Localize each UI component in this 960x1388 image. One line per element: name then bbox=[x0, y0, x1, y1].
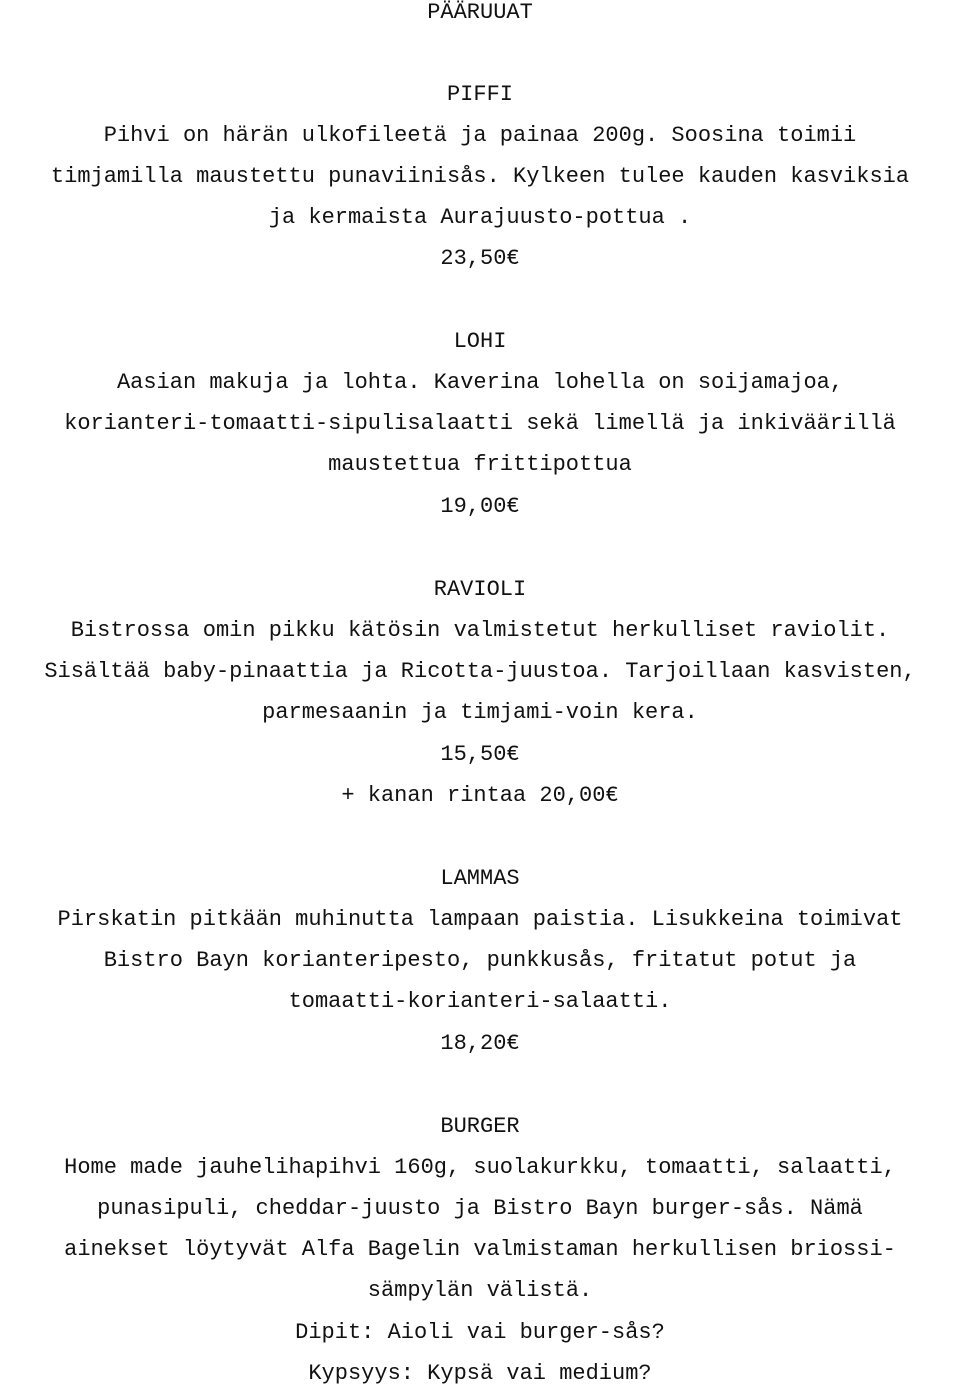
dish-description-line: maustettua frittipottua bbox=[328, 452, 632, 477]
dish-name-lohi: LOHI bbox=[453, 329, 507, 354]
dish-note: Dipit: Aioli vai burger-sås? bbox=[295, 1320, 665, 1345]
dish-name-ravioli: RAVIOLI bbox=[433, 577, 527, 602]
dish-price: 19,00€ bbox=[440, 494, 520, 519]
dish-description-line: parmesaanin ja timjami-voin kera. bbox=[262, 700, 698, 725]
dish-extra-option: + kanan rintaa 20,00€ bbox=[341, 783, 619, 808]
dish-description-line: tomaatti-korianteri-salaatti. bbox=[288, 989, 672, 1014]
dish-name-burger: BURGER bbox=[440, 1114, 520, 1139]
dish-description-line: korianteri-tomaatti-sipulisalaatti sekä limellä ja inkiväärillä bbox=[64, 411, 896, 436]
dish-name-lammas: LAMMAS bbox=[440, 866, 520, 891]
dish-description-line: ja kermaista Aurajuusto-pottua . bbox=[268, 205, 692, 230]
dish-description-line: Bistrossa omin pikku kätösin valmistetut herkulliset raviolit. bbox=[70, 618, 890, 643]
dish-description-line: Sisältää baby-pinaattia ja Ricotta-juustoa. Tarjoillaan kasvisten, bbox=[44, 659, 916, 684]
dish-price: 18,20€ bbox=[440, 1031, 520, 1056]
dish-description-line: Bistro Bayn korianteripesto, punkkusås, fritatut potut ja bbox=[103, 948, 857, 973]
dish-name-piffi: PIFFI bbox=[446, 82, 513, 107]
dish-description-line: punasipuli, cheddar-juusto ja Bistro Bayn burger-sås. Nämä bbox=[97, 1196, 863, 1221]
dish-price: 15,50€ bbox=[440, 742, 520, 767]
dish-description-line: sämpylän välistä. bbox=[367, 1278, 593, 1303]
dish-description-line: ainekset löytyvät Alfa Bagelin valmistaman herkullisen briossi- bbox=[64, 1237, 896, 1262]
dish-description-line: Aasian makuja ja lohta. Kaverina lohella on soijamajoa, bbox=[116, 370, 844, 395]
menu-title: PÄÄRUUAT bbox=[427, 0, 533, 25]
dish-description-line: Pirskatin pitkään muhinutta lampaan paistia. Lisukkeina toimivat bbox=[57, 907, 903, 932]
dish-note: Kypsyys: Kypsä vai medium? bbox=[308, 1361, 652, 1386]
dish-description-line: timjamilla maustettu punaviinisås. Kylkeen tulee kauden kasviksia bbox=[50, 164, 910, 189]
dish-description-line: Home made jauhelihapihvi 160g, suolakurkku, tomaatti, salaatti, bbox=[64, 1155, 896, 1180]
dish-price: 23,50€ bbox=[440, 246, 520, 271]
dish-description-line: Pihvi on härän ulkofileetä ja painaa 200g. Soosina toimii bbox=[103, 123, 857, 148]
